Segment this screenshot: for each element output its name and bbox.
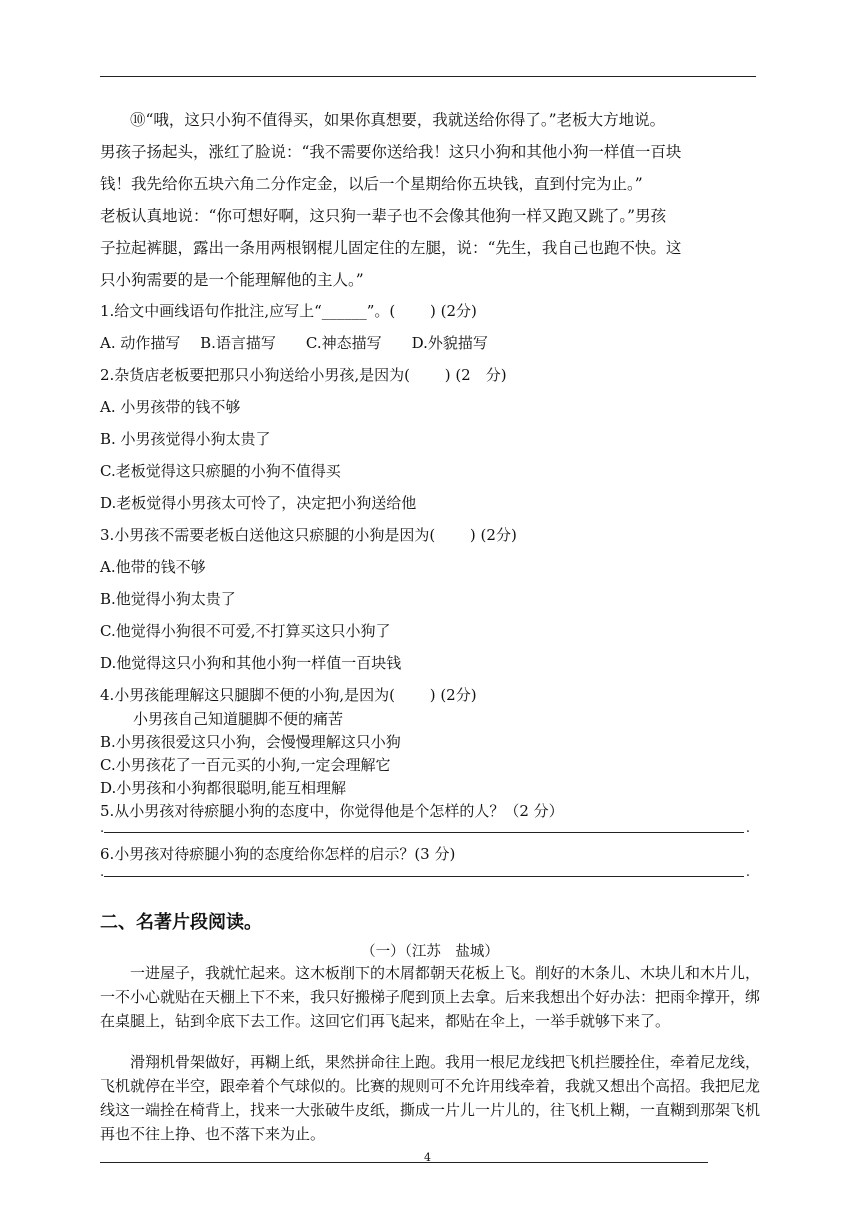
answer-line-6[interactable] xyxy=(100,862,750,880)
page-number: 4 xyxy=(424,1151,431,1164)
question-3-option-a: A.他带的钱不够 xyxy=(100,558,206,576)
passage-line: 只小狗需要的是一个能理解他的主人。” xyxy=(100,271,364,289)
question-3: 3.小男孩不需要老板白送他这只瘀腿的小狗是因为( ) (2分) xyxy=(100,526,517,544)
passage-line: 男孩子扬起头，涨红了脸说：“我不需要你送给我！这只小狗和其他小狗一样值一百块 xyxy=(100,143,682,161)
question-2-option-d: D.老板觉得小男孩太可怜了，决定把小狗送给他 xyxy=(100,494,417,512)
question-2: 2.杂货店老板要把那只小狗送给小男孩,是因为( ) (2 分) xyxy=(100,366,507,384)
answer-rule xyxy=(104,832,744,833)
question-2-option-b: B. 小男孩觉得小狗太贵了 xyxy=(100,430,271,448)
question-2-option-a: A. 小男孩带的钱不够 xyxy=(100,398,241,416)
answer-line-dot: . xyxy=(100,865,105,880)
passage-line: 老板认真地说：“你可想好啊，这只狗一辈子也不会像其他狗一样又跑又跳了。”男孩 xyxy=(100,207,667,225)
answer-rule xyxy=(104,876,744,877)
footer-rule xyxy=(100,1162,708,1163)
passage-line: 子拉起裤腿，露出一条用两根钢棍儿固定住的左腿，说：“先生，我自己也跑不快。这 xyxy=(100,239,682,257)
question-3-option-d: D.他觉得这只小狗和其他小狗一样值一百块钱 xyxy=(100,654,402,672)
passage-line: 钱！我先给你五块六角二分作定金，以后一个星期给你五块钱，直到付完为止。” xyxy=(100,175,643,193)
question-3-option-b: B.他觉得小狗太贵了 xyxy=(100,590,236,608)
question-2-option-c: C.老板觉得这只瘀腿的小狗不值得买 xyxy=(100,462,341,480)
question-6: 6.小男孩对待瘀腿小狗的态度给你怎样的启示？(3 分) xyxy=(100,845,456,863)
excerpt-paragraph-2: 滑翔机骨架做好，再糊上纸，果然拼命往上跑。我用一根尼龙线把飞机拦腰拴住，牵着尼龙线，飞机就停在半空，跟牵着个气球似的。比赛的规则可不允许用线牵着，我就又想出个高招。我把尼龙线这一端拴在椅背上，找来一大张破牛皮纸，撕成一片儿一片儿的，往飞机上糊，一直糊到那架飞机再也不往上挣、也不落下来为止。 xyxy=(100,1053,761,1143)
question-4-option-b: B.小男孩很爱这只小狗，会慢慢理解这只小狗 xyxy=(100,733,401,751)
header-rule xyxy=(100,76,756,77)
answer-line-dot: . xyxy=(745,821,750,836)
question-3-option-c: C.他觉得小狗很不可爱,不打算买这只小狗了 xyxy=(100,622,391,640)
excerpt-paragraph-1: 一进屋子，我就忙起来。这木板削下的木屑都朝天花板上飞。削好的木条儿、木块儿和木片儿，一不小心就贴在天棚上下不来，我只好搬梯子爬到顶上去拿。后来我想出个好办法：把雨伞撑开，绑在桌腿上，钻到伞底下去工作。这回它们再飞起来，都贴在伞上，一举手就够下来了。 xyxy=(100,964,761,1030)
section-subtitle: （一）（江苏 盐城） xyxy=(361,944,499,960)
question-1-options: A. 动作描写 B.语言描写 C.神态描写 D.外貌描写 xyxy=(100,334,488,352)
question-5: 5.从小男孩对待瘀腿小狗的态度中，你觉得他是个怎样的人？（2 分） xyxy=(100,802,564,820)
question-4-option-a: 小男孩自己知道腿脚不便的痛苦 xyxy=(133,710,344,728)
question-4-option-d: D.小男孩和小狗都很聪明,能互相理解 xyxy=(100,779,347,797)
section-title: 二、名著片段阅读。 xyxy=(100,912,262,933)
question-4: 4.小男孩能理解这只腿脚不便的小狗,是因为( ) (2分) xyxy=(100,686,477,704)
question-4-option-c: C.小男孩花了一百元买的小狗,一定会理解它 xyxy=(100,756,391,774)
passage-line: ⑩“哦，这只小狗不值得买，如果你真想要，我就送给你得了。”老板大方地说。 xyxy=(130,111,666,129)
answer-line-dot: . xyxy=(100,821,105,836)
question-1: 1.给文中画线语句作批注,应写上“______”。( ) (2分) xyxy=(100,302,477,320)
answer-line-5[interactable] xyxy=(100,818,750,836)
answer-line-dot: . xyxy=(745,865,750,880)
